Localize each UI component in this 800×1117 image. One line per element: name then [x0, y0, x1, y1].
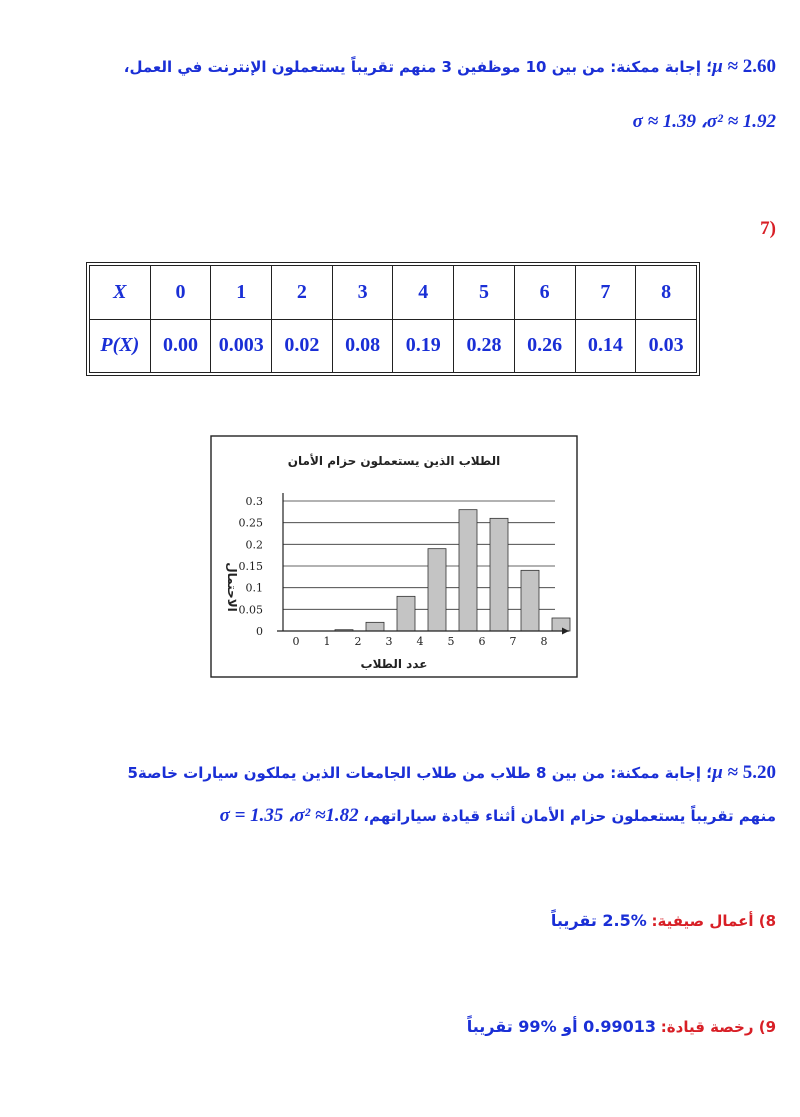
q7-number: (7: [760, 218, 776, 239]
table-cell: 0.08: [332, 319, 393, 373]
table-cell: 0.14: [575, 319, 636, 373]
chart-frame: [211, 436, 577, 677]
chart-ytick-label: 0: [256, 625, 263, 638]
table-cell: 3: [332, 266, 393, 320]
table-cell: 7: [575, 266, 636, 320]
q6-answer-text: ؛ إجابة ممكنة: من بين 10 موظفين 3 منهم تقريباً يستعملون الإنترنت في العمل،: [123, 58, 713, 76]
chart-ytick-label: 0.05: [238, 603, 263, 617]
chart-bar: [428, 549, 446, 631]
mu-symbol: μ: [712, 762, 723, 783]
chart-bar: [490, 518, 508, 631]
table-cell: 5: [454, 266, 515, 320]
table-row-p: [90, 319, 697, 373]
chart-xlabel: عدد الطلاب: [360, 657, 428, 671]
table-cell: 4: [393, 266, 454, 320]
table-cell: 8: [636, 266, 697, 320]
table-cell: 0.03: [636, 319, 697, 373]
q9-label: 9) رخصة قيادة:: [660, 1018, 776, 1036]
q7-variance-stats: σ = 1.35 ،σ² ≈1.82: [219, 805, 359, 826]
chart-bar: [366, 622, 384, 631]
chart-bar: [397, 596, 415, 631]
chart-xtick-label: 2: [354, 635, 362, 648]
chart-xtick-label: 4: [416, 635, 424, 648]
q8-label: 8) أعمال صيفية:: [651, 912, 776, 930]
mu-symbol: μ: [712, 56, 723, 77]
q6-answer-line1: [24, 56, 776, 78]
chart-xtick-label: 5: [447, 635, 455, 648]
table-cell: 0.003: [211, 319, 272, 373]
probability-bar-chart: [210, 435, 578, 678]
mean-value: ≈ 2.60: [727, 56, 776, 77]
probability-table: [86, 262, 700, 376]
table-cell: 0: [150, 266, 211, 320]
q8-line: [24, 910, 776, 932]
q7-answer-text: ؛ إجابة ممكنة: من بين 8 طلاب من طلاب الجامعات الذين يملكون سيارات خاصة5: [127, 764, 713, 782]
table-cell: 0.00: [150, 319, 211, 373]
chart-xtick-label: 6: [478, 635, 486, 648]
chart-xtick-label: 8: [540, 635, 548, 648]
table-header-x: X: [90, 266, 151, 320]
q7-answer-text-2: منهم تقريباً يستعملون حزام الأمان أثناء قيادة سياراتهم،: [363, 807, 776, 825]
q6-variance-stats: σ ≈ 1.39 ،σ² ≈ 1.92: [632, 111, 776, 132]
q9-line: [24, 1016, 776, 1038]
chart-xtick-label: 7: [509, 635, 517, 648]
q8-answer: %2.5 تقريباً: [550, 911, 647, 930]
chart-xtick-label: 3: [385, 635, 393, 648]
q7-answer-line2: [24, 804, 776, 827]
q6-answer-line2: [24, 110, 776, 133]
mean-value: ≈ 5.20: [727, 762, 776, 783]
chart-bar: [459, 510, 477, 631]
chart-xtick-label: 1: [323, 635, 331, 648]
table-cell: 6: [514, 266, 575, 320]
chart-ytick-label: 0.25: [238, 516, 263, 530]
table-cell: 1: [211, 266, 272, 320]
chart-ytick-label: 0.15: [238, 560, 263, 573]
chart-ytick-label: 0.2: [245, 538, 263, 552]
table-row-x: [90, 266, 697, 320]
chart-xtick-label: 0: [292, 635, 300, 648]
table-cell: 0.28: [454, 319, 515, 373]
chart-title: الطلاب الذين يستعملون حزام الأمان: [287, 454, 501, 468]
q7-answer-line1: [24, 762, 776, 784]
table-header-px: P(X): [90, 319, 151, 373]
table-cell: 0.02: [272, 319, 333, 373]
chart-ytick-label: 0.3: [245, 495, 263, 508]
chart-ytick-label: 0.1: [245, 581, 263, 595]
q9-answer: 0.99013 أو %99 تقريباً: [466, 1017, 657, 1036]
table-cell: 2: [272, 266, 333, 320]
chart-ylabel: الاحتمال: [225, 562, 239, 612]
chart-bar: [552, 618, 570, 631]
table-cell: 0.19: [393, 319, 454, 373]
table-cell: 0.26: [514, 319, 575, 373]
chart-bar: [521, 570, 539, 631]
